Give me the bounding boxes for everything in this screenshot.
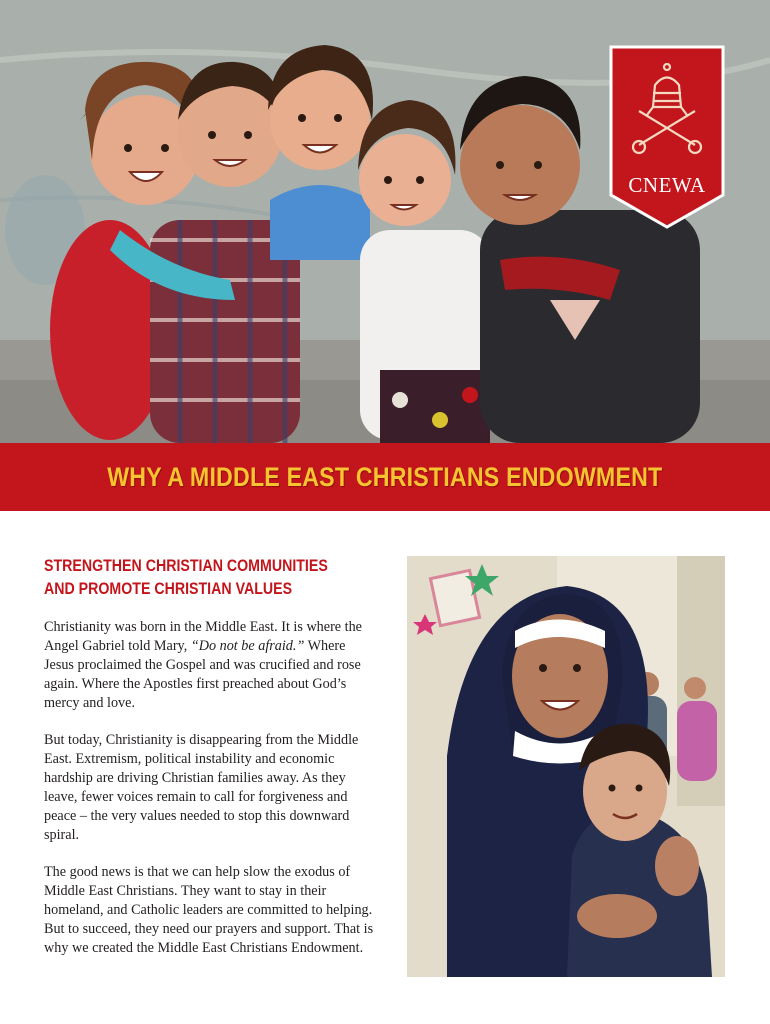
body-text	[44, 618, 374, 976]
hero-photo	[0, 0, 770, 443]
paragraph-2: But today, Christianity is disappearing from the Middle East. Extremism, political instability and economic hardship are driving Christian families away. As they leave, fewer voices remain to call for forgiveness and peace – the very values needed to stop this downward spiral.	[44, 732, 359, 843]
title-banner	[0, 443, 770, 511]
paragraph-1-lead: Christianity was born in the Middle East. It is where the Angel Gabriel told Mary,	[44, 619, 362, 654]
badge-shield-shape	[609, 45, 725, 229]
nun-and-child-photo	[407, 556, 725, 977]
paragraph-1	[44, 618, 374, 713]
badge-label: CNEWA	[628, 173, 706, 197]
paragraph-1-quote: “Do not be afraid.”	[190, 638, 305, 654]
section-heading-line2: AND PROMOTE CHRISTIAN VALUES	[44, 580, 293, 598]
section-heading-line1: STRENGTHEN CHRISTIAN COMMUNITIES	[44, 557, 328, 575]
cnewa-badge	[609, 45, 725, 229]
page-title: WHY A MIDDLE EAST CHRISTIANS ENDOWMENT	[107, 461, 663, 492]
paragraph-3: The good news is that we can help slow the exodus of Middle East Christians. They want to stay in their homeland, and Catholic leaders are committed to helping. But to succeed, they need our prayers and support. That is why we created the Middle East Christians Endowment.	[44, 864, 374, 956]
paragraph-1-rest: Where Jesus proclaimed the Gospel and was crucified and rose again. Where the Apostles first preached about God’s mercy and love.	[44, 638, 361, 711]
nun-and-child-illustration	[407, 556, 725, 977]
section-heading	[44, 555, 336, 601]
